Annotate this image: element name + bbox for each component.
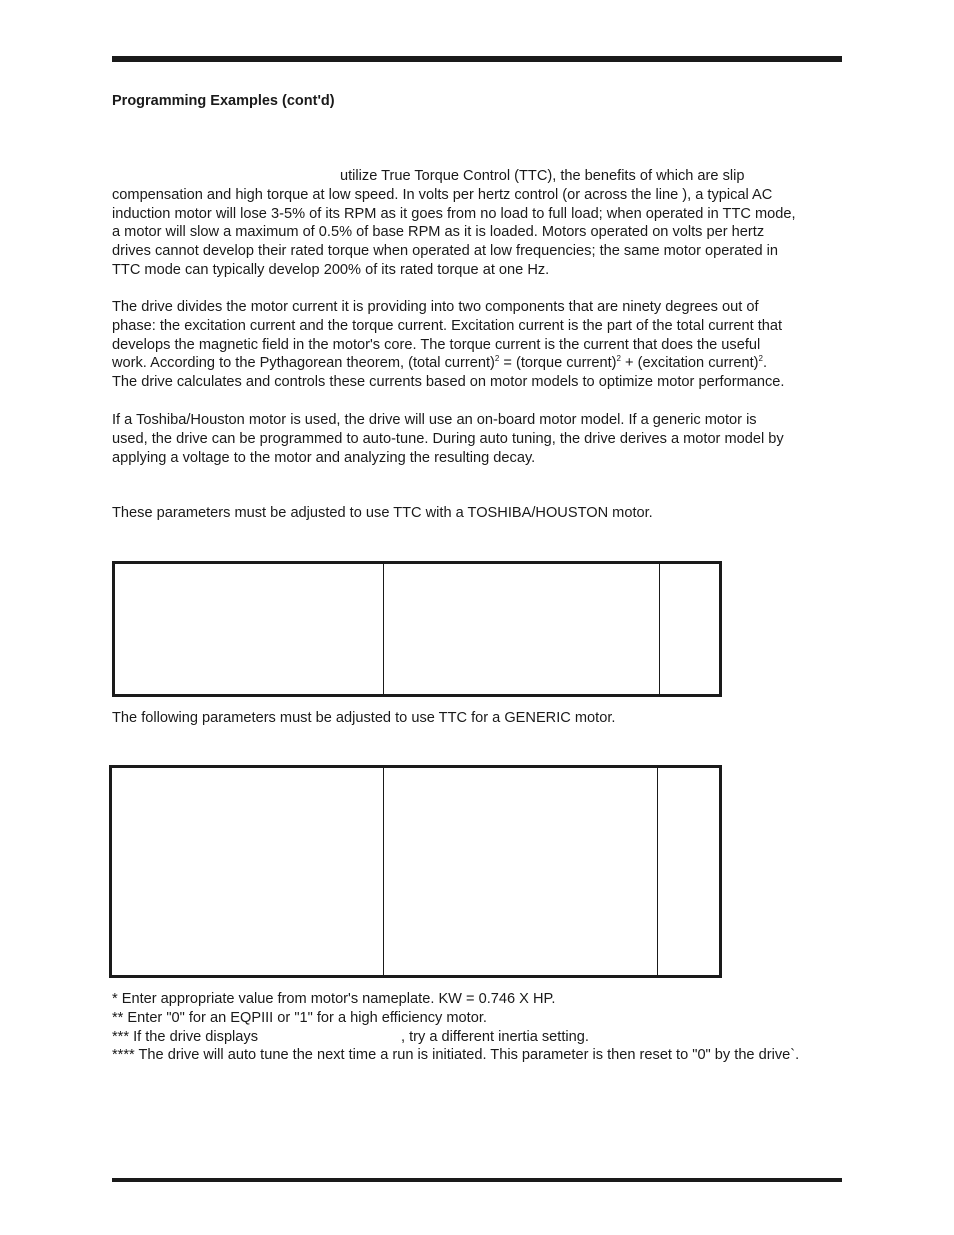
current-components-paragraph [112,298,842,392]
table-column-divider [383,768,384,975]
generic-table-intro: The following parameters must be adjusted to use TTC for a GENERIC motor. [112,710,616,726]
currents-line: The drive divides the motor current it is providing into two components that are ninety degrees out of [112,299,759,315]
auto-tune-paragraph [112,411,842,467]
autotune-line: applying a voltage to the motor and analyzing the resulting decay. [112,449,536,466]
bottom-rule [112,1178,842,1182]
intro-line: a motor will slow a maximum of 0.5% of base RPM as it is loaded. Motors operated on volts per hertz [112,224,765,241]
autotune-line: used, the drive can be programmed to auto-tune. During auto tuning, the drive derives a motor model by [112,430,784,447]
pythagorean-line: work. According to the Pythagorean theorem, (total current)$^2$ = (torque current)$^2$ + (excitation current)$^2$. [112,354,767,372]
top-rule [112,56,842,62]
footnote-1: * Enter appropriate value from motor's nameplate. KW = 0.746 X HP. [112,991,556,1007]
table-column-divider [383,564,384,694]
toshiba-table-intro: These parameters must be adjusted to use TTC with a TOSHIBA/HOUSTON motor. [112,505,653,521]
toshiba-parameter-table [112,561,722,697]
table-column-divider [659,564,660,694]
ttc-intro-paragraph [112,167,842,280]
intro-line: drives cannot develop their rated torque when operated at low frequencies; the same motor operated in [112,243,779,260]
intro-line: induction motor will lose 3-5% of its RPM as it goes from no load to full load; when operated in TTC mode, [112,205,796,222]
currents-line: develops the magnetic field in the motor's core. The torque current is the current that does the useful [112,336,761,353]
footnote-3: *** If the drive displays , try a different inertia setting. [112,1028,589,1045]
currents-line: phase: the excitation current and the torque current. Excitation current is the part of the total current that [112,317,783,334]
autotune-line: If a Toshiba/Houston motor is used, the drive will use an on-board motor model. If a generic motor is [112,412,757,428]
intro-line: compensation and high torque at low speed. In volts per hertz control (or across the line ), a typical AC [112,186,773,203]
footnotes [112,990,852,1065]
currents-line: The drive calculates and controls these currents based on motor models to optimize motor performance. [112,374,785,391]
footnote-2: ** Enter "0" for an EQPIII or "1" for a high efficiency motor. [112,1009,487,1026]
intro-line: TTC mode can typically develop 200% of its rated torque at one Hz. [112,261,550,278]
table-column-divider [657,768,658,975]
page-heading: Programming Examples (cont'd) [112,93,335,109]
footnote-4: **** The drive will auto tune the next time a run is initiated. This parameter is then reset to "0" by the drive`. [112,1047,800,1064]
intro-line: utilize True Torque Control (TTC), the benefits of which are slip [340,168,745,184]
generic-parameter-table [109,765,722,978]
